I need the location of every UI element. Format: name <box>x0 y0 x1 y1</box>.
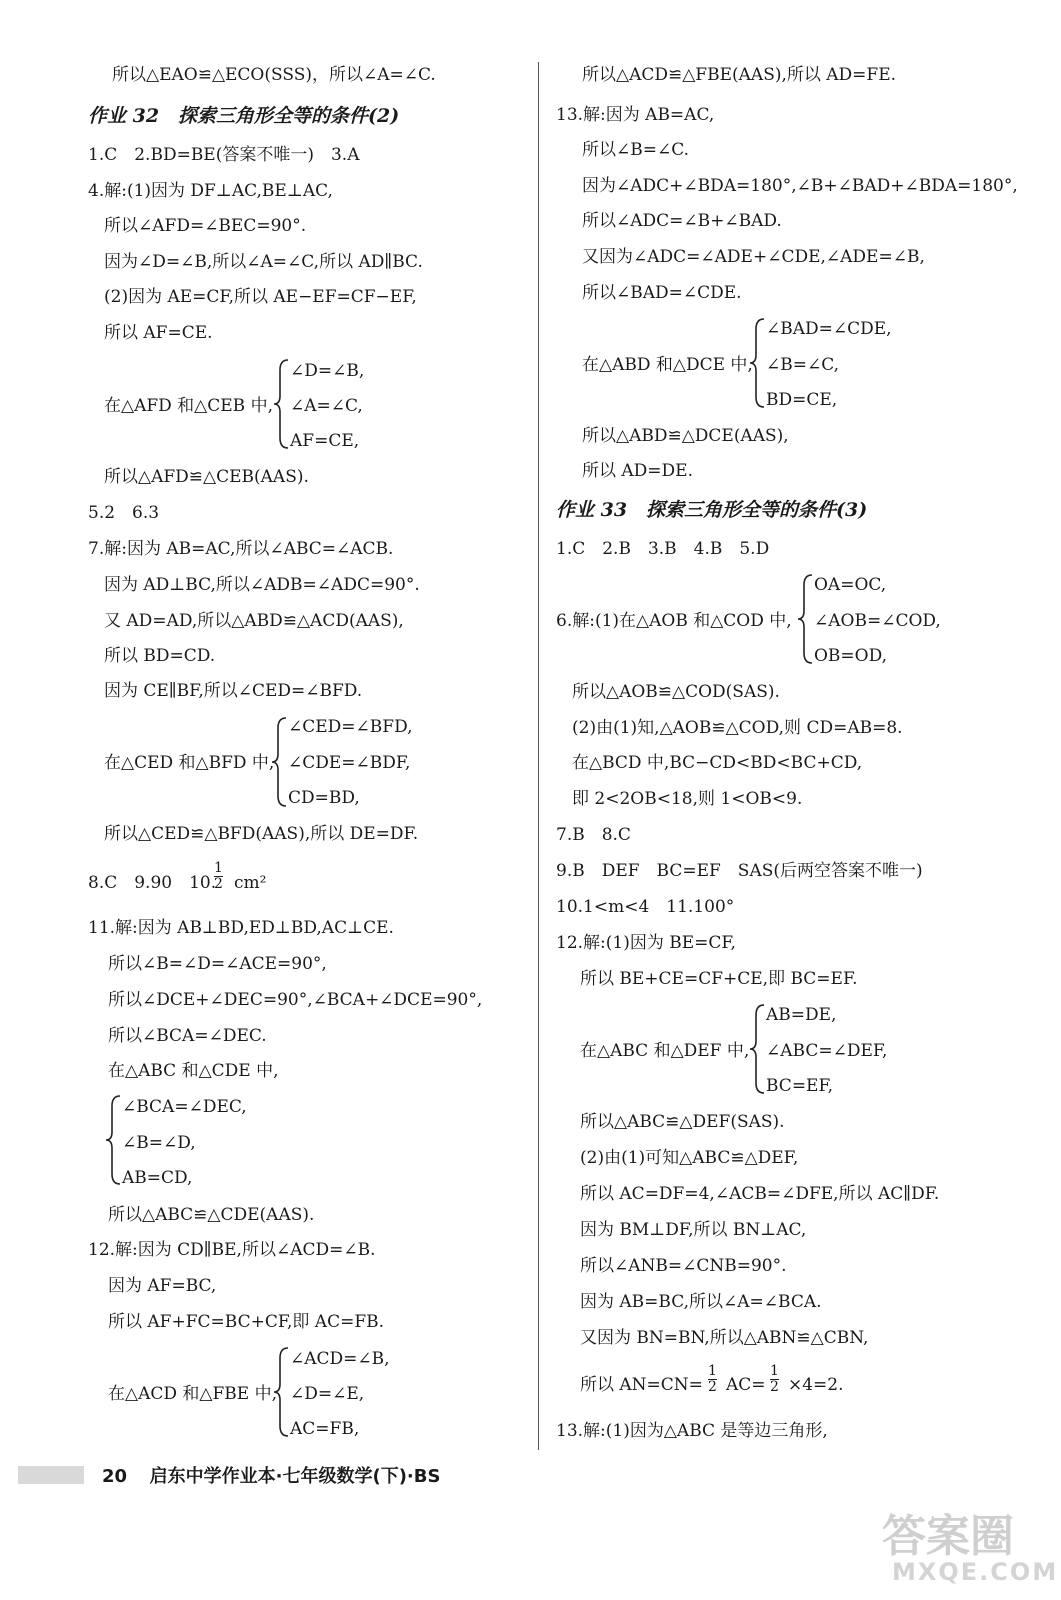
text-line: 所以 BD=CD. <box>104 646 216 666</box>
text-line: CD=BD, <box>288 788 360 808</box>
text-line: 因为 CE∥BF,所以∠CED=∠BFD. <box>104 681 363 701</box>
text-line: ∠B=∠D, <box>122 1133 196 1153</box>
text-line: 所以 AF+FC=BC+CF,即 AC=FB. <box>108 1312 385 1332</box>
text-line: 所以△ABC≌△CDE(AAS). <box>108 1205 315 1225</box>
text-line: 所以∠B=∠C. <box>582 140 690 160</box>
brace-icon <box>796 573 814 665</box>
brace-icon <box>748 1003 766 1095</box>
text-line: 12.解:(1)因为 BE=CF, <box>556 933 736 953</box>
text-line: ×4=2. <box>788 1375 844 1395</box>
brace-icon <box>104 1094 122 1186</box>
text-line: 5.2 6.3 <box>88 503 160 523</box>
text-line: 在△AFD 和△CEB 中, <box>104 396 273 416</box>
text-line: (2)由(1)知,△AOB≌△COD,则 CD=AB=8. <box>572 718 903 738</box>
text-line: 所以 AN=CN= <box>580 1375 703 1395</box>
fraction <box>708 1364 717 1395</box>
text-line: AF=CE, <box>290 431 360 451</box>
page-number: 20 <box>102 1466 128 1487</box>
text-line: (2)因为 AE=CF,所以 AE−EF=CF−EF, <box>104 287 417 307</box>
text-line: 所以△ABC≌△DEF(SAS). <box>580 1112 785 1132</box>
text-line: 所以△AOB≌△COD(SAS). <box>572 682 780 702</box>
text-line: 所以 AC=DF=4,∠ACB=∠DFE,所以 AC∥DF. <box>580 1184 940 1204</box>
text-line: 7.B 8.C <box>556 825 631 845</box>
text-line: 所以∠BCA=∠DEC. <box>108 1026 267 1046</box>
text-line: 1.C 2.BD=BE(答案不唯一) 3.A <box>88 145 360 165</box>
text-line: 因为∠D=∠B,所以∠A=∠C,所以 AD∥BC. <box>104 252 423 272</box>
text-line: 所以 BE+CE=CF+CE,即 BC=EF. <box>580 969 858 989</box>
text-line: 4.解:(1)因为 DF⊥AC,BE⊥AC, <box>88 181 333 201</box>
text-line: 在△CED 和△BFD 中, <box>104 753 275 773</box>
text-line: 因为 AF=BC, <box>108 1276 217 1296</box>
text-line: ∠D=∠E, <box>290 1384 365 1404</box>
book-title: 启东中学作业本·七年级数学(下)·BS <box>149 1466 441 1487</box>
text-line: ∠A=∠C, <box>290 396 363 416</box>
text-line: 所以∠DCE+∠DEC=90°,∠BCA+∠DCE=90°, <box>108 990 483 1010</box>
text-line: AC=FB, <box>290 1419 360 1439</box>
text-line: ∠B=∠C, <box>766 355 840 375</box>
text-line: 因为∠ADC+∠BDA=180°,∠B+∠BAD+∠BDA=180°, <box>582 176 1018 196</box>
text-line: 在△ABD 和△DCE 中, <box>582 355 753 375</box>
text-line: ∠BCA=∠DEC, <box>122 1097 247 1117</box>
text-line: 6.解:(1)在△AOB 和△COD 中, <box>556 611 792 631</box>
brace-icon <box>272 358 290 450</box>
text-line: 所以△ABD≌△DCE(AAS), <box>582 426 789 446</box>
text-line: OA=OC, <box>814 575 887 595</box>
fraction-numerator: 1 <box>214 860 223 876</box>
text-line: BD=CE, <box>766 390 838 410</box>
text-line: cm² <box>234 873 267 893</box>
text-line: ∠CDE=∠BDF, <box>288 753 411 773</box>
text-line: ∠BAD=∠CDE, <box>766 319 892 339</box>
text-line: 所以∠ADC=∠B+∠BAD. <box>582 211 782 231</box>
text-line: AB=CD, <box>122 1168 193 1188</box>
fraction <box>214 861 223 892</box>
watermark-logo <box>882 1500 1059 1592</box>
text-line: 13.解:因为 AB=AC, <box>556 105 715 125</box>
text-line: 即 2<2OB<18,则 1<OB<9. <box>572 789 803 809</box>
text-line: 因为 AD⊥BC,所以∠ADB=∠ADC=90°. <box>104 575 420 595</box>
text-line: 因为 AB=BC,所以∠A=∠BCA. <box>580 1292 822 1312</box>
text-line: 又因为 BN=BN,所以△ABN≌△CBN, <box>580 1328 869 1348</box>
text-line: 所以∠ANB=∠CNB=90°. <box>580 1256 787 1276</box>
watermark-text: 答案圈 <box>882 1511 1014 1562</box>
text-line: OB=OD, <box>814 646 888 666</box>
text-line: 在△ABC 和△DEF 中, <box>580 1041 750 1061</box>
fraction-denominator: 2 <box>770 1379 779 1395</box>
fraction-numerator: 1 <box>770 1363 779 1379</box>
text-line: 12.解:因为 CD∥BE,所以∠ACD=∠B. <box>88 1240 376 1260</box>
text-line: 所以△CED≌△BFD(AAS),所以 DE=DF. <box>104 824 419 844</box>
text-line: AB=DE, <box>766 1005 837 1025</box>
fraction-denominator: 2 <box>708 1379 717 1395</box>
text-line: 13.解:(1)因为△ABC 是等边三角形, <box>556 1421 828 1441</box>
text-line: ∠AOB=∠COD, <box>814 611 941 631</box>
text-line: 又 AD=AD,所以△ABD≌△ACD(AAS), <box>104 611 404 631</box>
text-line: 所以△AFD≌△CEB(AAS). <box>104 467 309 487</box>
text-line: 9.B DEF BC=EF SAS(后两空答案不唯一) <box>556 861 923 881</box>
section-heading-33: 作业 33 探索三角形全等的条件(3) <box>556 499 868 521</box>
text-line: 7.解:因为 AB=AC,所以∠ABC=∠ACB. <box>88 539 394 559</box>
text-line: ∠CED=∠BFD, <box>288 717 413 737</box>
text-line: BC=EF, <box>766 1076 834 1096</box>
text-line: ∠ABC=∠DEF, <box>766 1041 888 1061</box>
text-line: 所以△ACD≌△FBE(AAS),所以 AD=FE. <box>582 65 897 85</box>
fraction <box>770 1364 779 1395</box>
text-line: 所以∠B=∠D=∠ACE=90°, <box>108 954 327 974</box>
text-line: ∠D=∠B, <box>290 361 365 381</box>
footer-bar <box>18 1466 84 1484</box>
text-line: 10.1<m<4 11.100° <box>556 897 735 917</box>
column-divider <box>538 62 539 1450</box>
text-line: 1.C 2.B 3.B 4.B 5.D <box>556 539 770 559</box>
fraction-numerator: 1 <box>708 1363 717 1379</box>
watermark-url: MXQE.COM <box>892 1558 1059 1586</box>
text-line: 11.解:因为 AB⊥BD,ED⊥BD,AC⊥CE. <box>88 918 394 938</box>
text-line: 在△ABC 和△CDE 中, <box>108 1061 279 1081</box>
text-line: 所以△EAO≌△ECO(SSS)，所以∠A=∠C. <box>112 65 436 85</box>
text-line: AC= <box>726 1375 766 1395</box>
text-line: 在△BCD 中,BC−CD<BD<BC+CD, <box>572 753 863 773</box>
text-line: 所以 AD=DE. <box>582 461 693 481</box>
section-heading-32: 作业 32 探索三角形全等的条件(2) <box>88 105 400 127</box>
text-line: ∠ACD=∠B, <box>290 1349 390 1369</box>
text-line: 所以 AF=CE. <box>104 323 213 343</box>
text-line: 因为 BM⊥DF,所以 BN⊥AC, <box>580 1220 807 1240</box>
text-line: 8.C 9.90 10. <box>88 873 217 893</box>
text-line: 所以∠AFD=∠BEC=90°. <box>104 216 307 236</box>
text-line: 所以∠BAD=∠CDE. <box>582 283 742 303</box>
text-line: (2)由(1)可知△ABC≌△DEF, <box>580 1148 799 1168</box>
fraction-denominator: 2 <box>214 876 223 892</box>
footer <box>102 1462 440 1488</box>
text-line: 在△ACD 和△FBE 中, <box>108 1384 277 1404</box>
text-line: 又因为∠ADC=∠ADE+∠CDE,∠ADE=∠B, <box>582 247 925 267</box>
